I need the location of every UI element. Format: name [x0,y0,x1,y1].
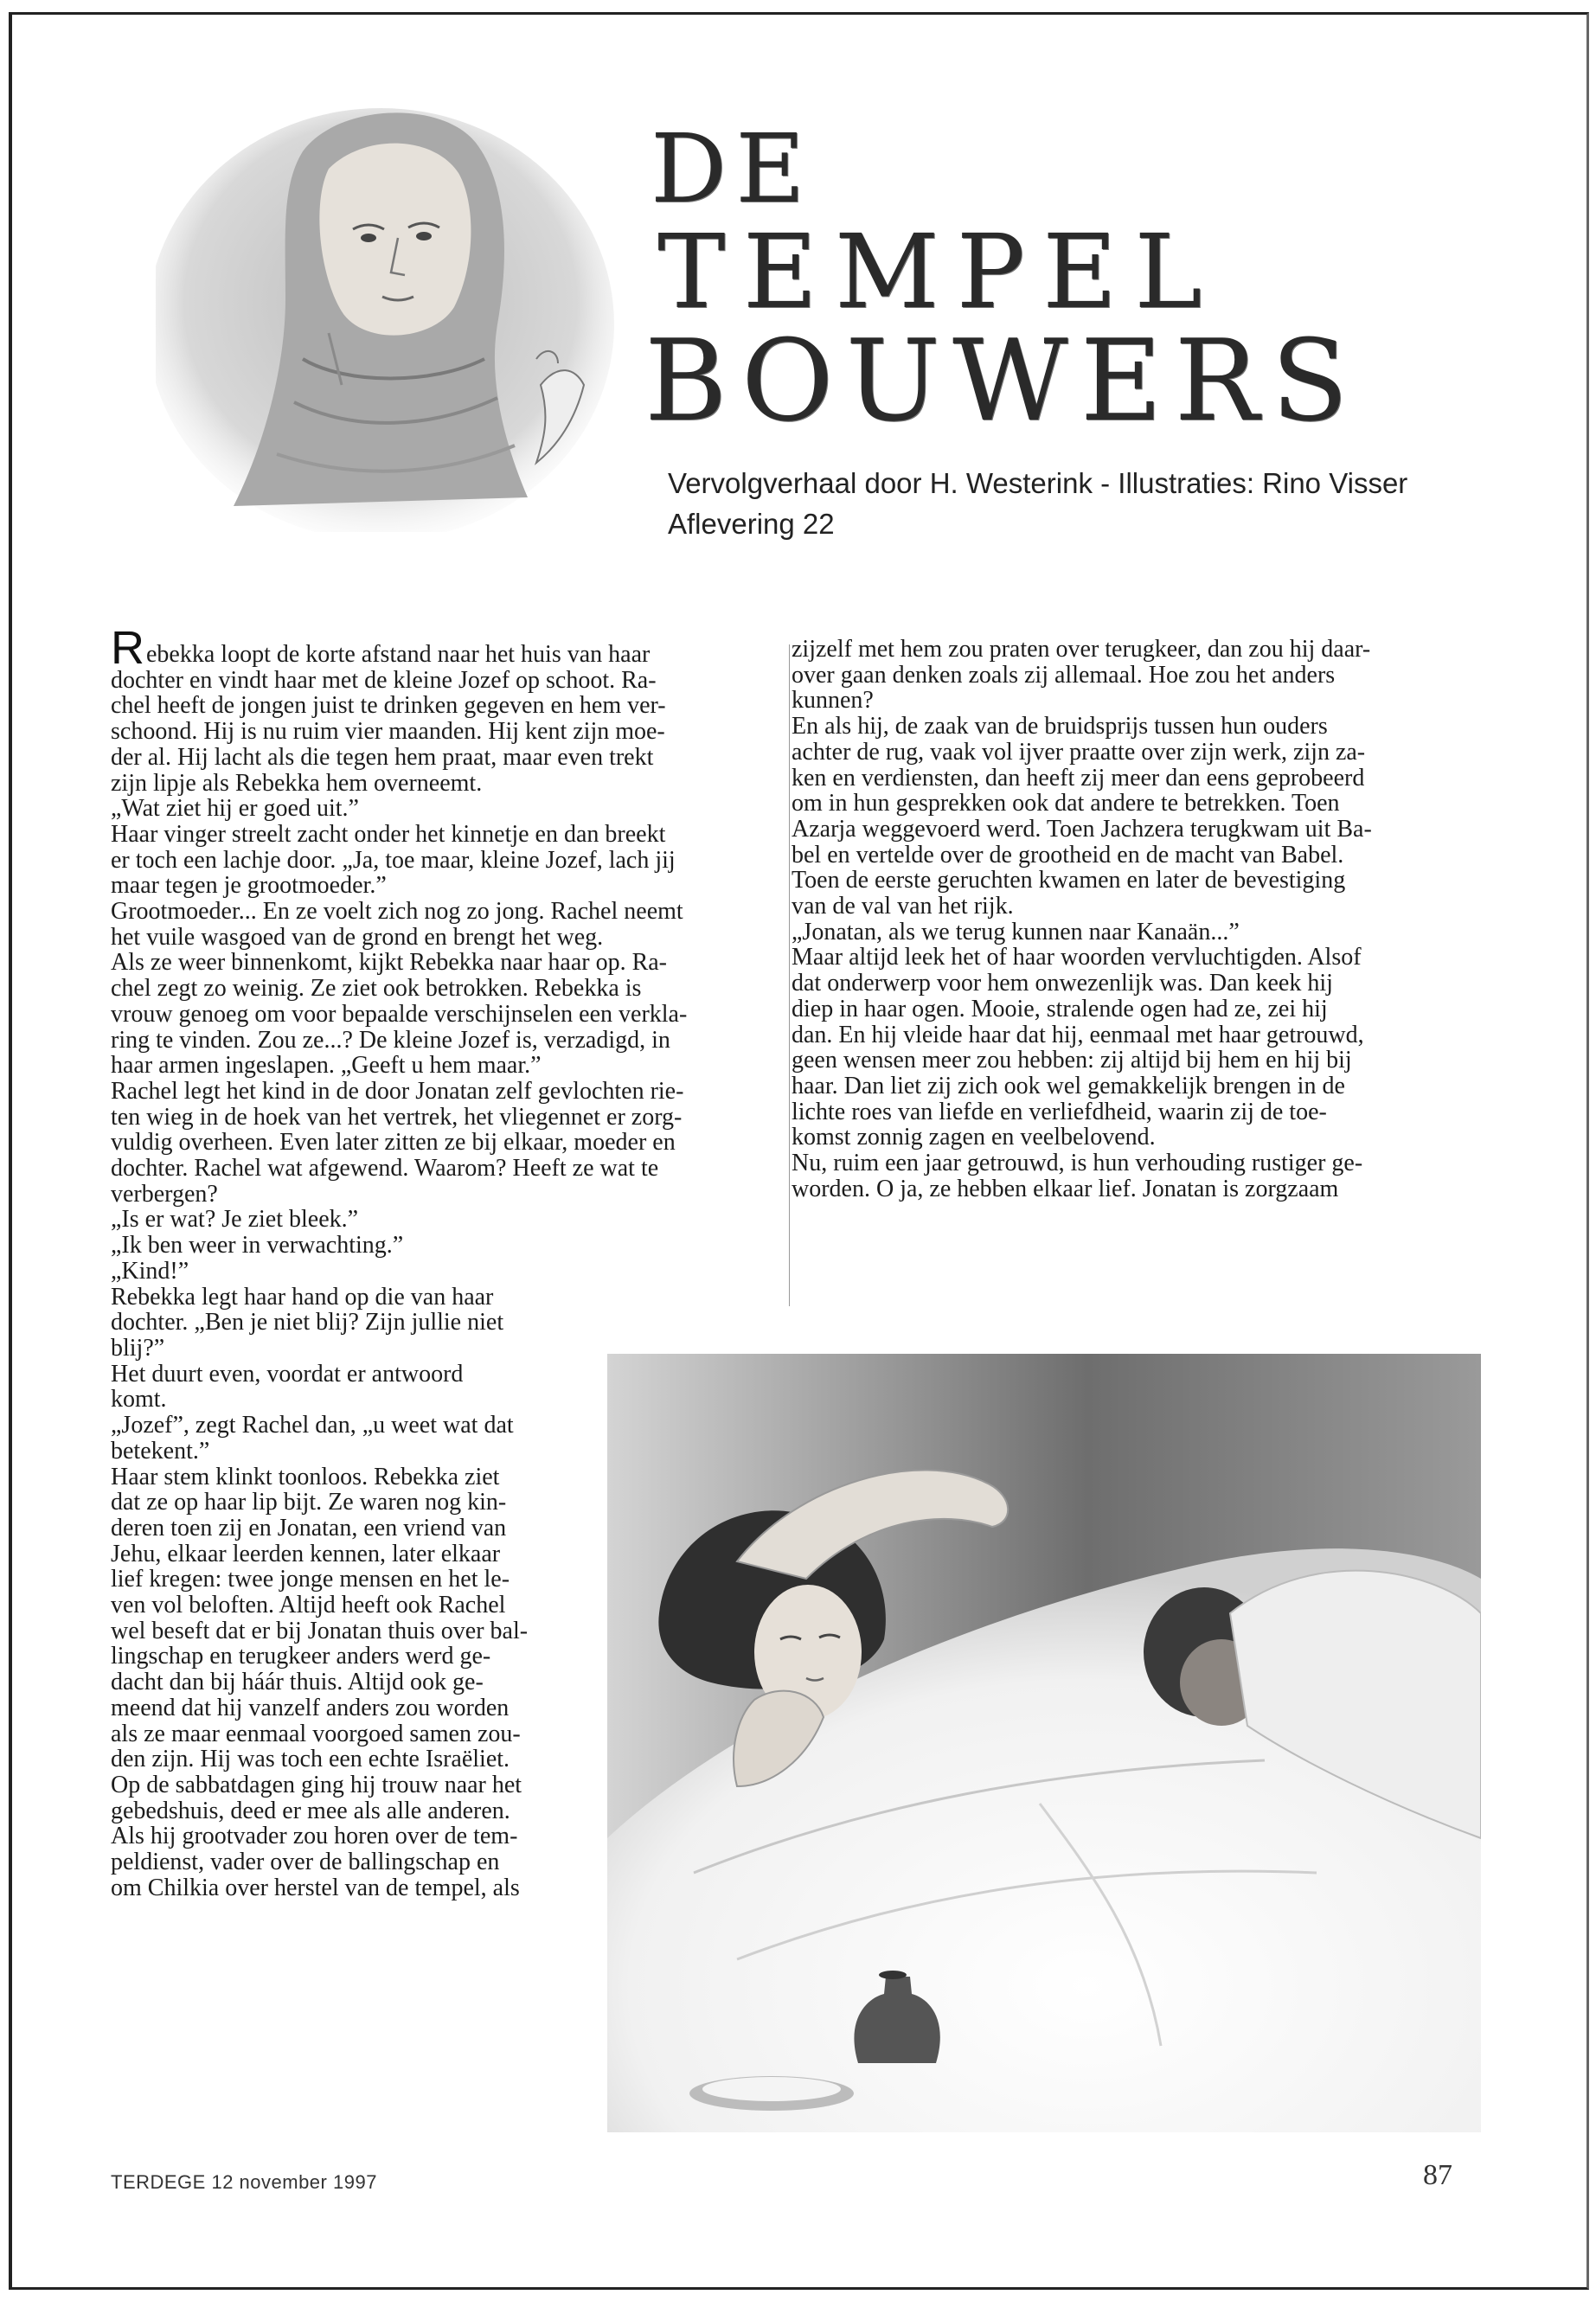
paragraph-line: Jehu, elkaar leerden kennen, later elkaar [111,1540,501,1567]
paragraph-line: „Jonatan, als we terug kunnen naar Kanaän...” [792,918,1240,945]
paragraph-line: gebedshuis, deed er mee als alle anderen. [111,1797,510,1824]
paragraph-line: En als hij, de zaak van de bruidsprijs tussen hun ouders [792,713,1328,740]
paragraph-line: „Jozef”, zegt Rachel dan, „u weet wat dat [111,1412,514,1439]
paragraph-line: schoond. Hij is nu ruim vier maanden. Hij kent zijn moe- [111,718,665,746]
paragraph-line: chel heeft de jongen juist te drinken gegeven en hem ver- [111,692,666,720]
paragraph-line: Azarja weggevoerd werd. Toen Jachzera terugkwam uit Ba- [792,815,1372,843]
paragraph-line: zijn lipje als Rebekka hem overneemt. [111,769,483,797]
paragraph-line: bel en vertelde over de grootheid en de macht van Babel. [792,841,1344,868]
paragraph-line: verbergen? [111,1180,218,1208]
paragraph-line: wel beseft dat er bij Jonatan thuis over bal- [111,1617,529,1644]
paragraph-line: over gaan denken zoals zij allemaal. Hoe zou het anders [792,661,1336,689]
paragraph-line: Als ze weer binnenkomt, kijkt Rebekka naar haar op. Ra- [111,949,668,977]
paragraph-line: dochter. „Ben je niet blij? Zijn jullie niet [111,1309,504,1336]
paragraph-line: geen wensen meer zou hebben: zij altijd bij hem en hij bij [792,1047,1352,1074]
paragraph-line: ven vol beloften. Altijd heeft ook Rachel [111,1592,506,1619]
paragraph-line: „Wat ziet hij er goed uit.” [111,795,359,823]
paragraph-line: der al. Hij lacht als die tegen hem praat, maar even trekt [111,743,654,771]
title-line-1: DE [651,113,814,224]
paragraph-line: als ze maar eenmaal voorgoed samen zou- [111,1720,521,1747]
paragraph-line: „Kind!” [111,1257,189,1285]
paragraph-line: Als hij grootvader zou horen over de tem- [111,1823,518,1850]
paragraph-line: „Is er wat? Je ziet bleek.” [111,1206,359,1234]
bed-scene-illustration [607,1354,1481,2132]
paragraph-line: dacht dan bij háár thuis. Altijd ook ge- [111,1669,484,1696]
paragraph-line: diep in haar ogen. Mooie, stralende ogen had ze, zei hij [792,995,1328,1022]
paragraph-line: dochter. Rachel wat afgewend. Waarom? Heeft ze wat te [111,1155,659,1183]
column-divider [789,644,790,1306]
paragraph-line: het vuile wasgoed van de grond en brengt het weg. [111,923,604,951]
paragraph-line: lief kregen: twee jonge mensen en het le- [111,1566,510,1593]
byline: Vervolgverhaal door H. Westerink - Illustraties: Rino Visser [668,467,1408,499]
paragraph-line: den zijn. Hij was toch een echte Israëliet. [111,1746,510,1773]
footer-publication: TERDEGE 12 november 1997 [111,2171,377,2193]
paragraph-line: maar tegen je grootmoeder.” [111,872,387,900]
paragraph-line: Toen de eerste geruchten kwamen en later de bevestiging [792,867,1346,894]
paragraph-line: meend dat hij vanzelf anders zou worden [111,1694,510,1721]
paragraph-line: er toch een lachje door. „Ja, toe maar, kleine Jozef, lach jij [111,846,676,874]
paragraph-line: betekent.” [111,1437,210,1465]
paragraph-line: kunnen? [792,687,874,715]
paragraph-line: worden. O ja, ze hebben elkaar lief. Jonatan is zorgzaam [792,1175,1339,1202]
paragraph-line: zijzelf met hem zou praten over terugkeer, dan zou hij daar- [792,636,1371,663]
paragraph-line: Op de sabbatdagen ging hij trouw naar het [111,1771,522,1798]
paragraph-line: ken en verdiensten, dan heeft zij meer dan eens geprobeerd [792,764,1365,792]
byline-block [668,463,1407,544]
paragraph-line: ten wieg in de hoek van het vertrek, het vliegennet er zorg- [111,1103,683,1131]
paragraph-line: Grootmoeder... En ze voelt zich nog zo jong. Rachel neemt [111,898,683,926]
paragraph-line: chel zegt zo weinig. Ze ziet ook betrokken. Rebekka is [111,975,642,1003]
title-line-2: TEMPEL [657,212,1220,331]
paragraph-line: haar. Dan liet zij zich ook wel gemakkelijk brengen in de [792,1072,1345,1099]
paragraph-line: komst zonnig zagen en veelbelovend. [792,1124,1156,1151]
paragraph-line: Haar stem klinkt toonloos. Rebekka ziet [111,1463,500,1490]
episode-label: Aflevering 22 [668,508,835,540]
paragraph-line: vrouw genoeg om voor bepaalde verschijnselen een verkla- [111,1000,688,1028]
paragraph-line: achter de rug, vaak vol ijver praatte over zijn werk, zijn za- [792,738,1366,766]
paragraph-line: Haar vinger streelt zacht onder het kinnetje en dan breekt [111,820,666,848]
paragraph-line: vuldig overheen. Even later zitten ze bij elkaar, moeder en [111,1129,676,1157]
paragraph-line: Nu, ruim een jaar getrouwd, is hun verhouding rustiger ge- [792,1150,1363,1177]
portrait-illustration [156,99,640,532]
paragraph-line: om in hun gesprekken ook dat andere te betrekken. Toen [792,790,1340,817]
paragraph-line: blij?” [111,1334,165,1362]
paragraph-line: Maar altijd leek het of haar woorden vervluchtigden. Alsof [792,944,1362,971]
paragraph-line: Het duurt even, voordat er antwoord [111,1360,464,1388]
paragraph-line: om Chilkia over herstel van de tempel, als [111,1874,520,1901]
page-number: 87 [1423,2159,1452,2191]
paragraph-line: Rebekka loopt de korte afstand naar het huis van haar [111,622,651,674]
paragraph-line: dat ze op haar lip bijt. Ze waren nog kin- [111,1489,507,1516]
paragraph-line: „Ik ben weer in verwachting.” [111,1232,404,1259]
title-line-3: BOUWERS [644,315,1361,446]
paragraph-line: haar armen ingeslapen. „Geeft u hem maar.” [111,1052,542,1080]
paragraph-line: Rachel legt het kind in de door Jonatan zelf gevlochten rie- [111,1077,684,1105]
paragraph-line: deren toen zij en Jonatan, een vriend van [111,1514,507,1541]
paragraph-line: van de val van het rijk. [792,893,1014,920]
paragraph-line: komt. [111,1386,167,1413]
paragraph-line: ring te vinden. Zou ze...? De kleine Jozef is, verzadigd, in [111,1026,670,1054]
paragraph-line: dan. En hij vleide haar dat hij, eenmaal met haar getrouwd, [792,1021,1364,1048]
drop-cap: R [111,622,144,674]
paragraph-line: peldienst, vader over de ballingschap en [111,1849,500,1876]
paragraph-line: lichte roes van liefde en verliefdheid, waarin zij de toe- [792,1098,1327,1125]
paragraph-line: Rebekka legt haar hand op die van haar [111,1283,494,1311]
paragraph-line: lingschap en terugkeer anders werd ge- [111,1643,491,1670]
paragraph-line: dat onderwerp voor hem onwezenlijk was. Dan keek hij [792,970,1333,997]
paragraph-line: dochter en vindt haar met de kleine Jozef op schoot. Ra- [111,666,657,694]
article-right-column [792,637,1475,1202]
